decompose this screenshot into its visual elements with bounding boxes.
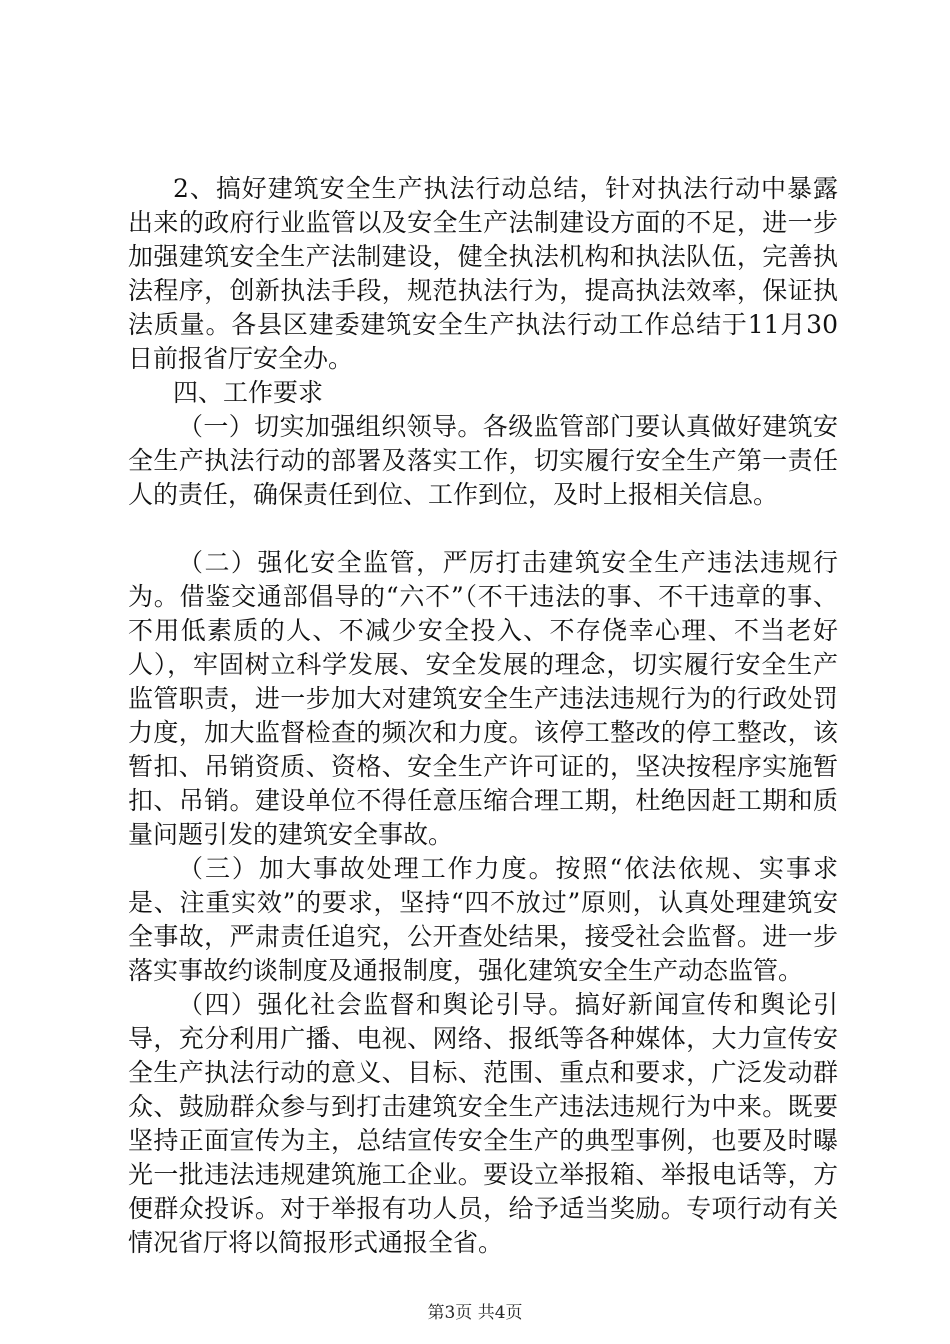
paragraph-summary: 2、搞好建筑安全生产执法行动总结，针对执法行动中暴露出来的政府行业监管以及安全生产法制建设方面的不足，进一步加强建筑安全生产法制建设，健全执法机构和执法队伍，完善执法程序，创新执法手段，规范执法行为，提高执法效率，保证执法质量。各县区建委建筑安全生产执法行动工作总结于11月30日前报省厅安全办。 <box>128 174 838 373</box>
paragraph-item-3: （三）加大事故处理工作力度。按照“依法依规、实事求是、注重实效”的要求，坚持“四不放过”原则，认真处理建筑安全事故，严肃责任追究，公开查处结果，接受社会监督。进一步落实事故约谈制度及通报制度，强化建筑安全生产动态监管。 <box>128 854 838 985</box>
paragraph-item-4: （四）强化社会监督和舆论引导。搞好新闻宣传和舆论引导，充分利用广播、电视、网络、报纸等各种媒体，大力宣传安全生产执法行动的意义、目标、范围、重点和要求，广泛发动群众、鼓励群众参与到打击建筑安全生产违法违规行为中来。既要坚持正面宣传为主，总结宣传安全生产的典型事例，也要及时曝光一批违法违规建筑施工企业。要设立举报箱、举报电话等，方便群众投诉。对于举报有功人员，给予适当奖励。专项行动有关情况省厅将以简报形式通报全省。 <box>128 990 838 1257</box>
paragraph-item-2: （二）强化安全监管，严厉打击建筑安全生产违法违规行为。借鉴交通部倡导的“六不”（不干违法的事、不干违章的事、不用低素质的人、不减少安全投入、不存侥幸心理、不当老好人），牢固树立科学发展、安全发展的理念，切实履行安全生产监管职责，进一步加大对建筑安全生产违法违规行为的行政处罚力度，加大监督检查的频次和力度。该停工整改的停工整改，该暂扣、吊销资质、资格、安全生产许可证的，坚决按程序实施暂扣、吊销。建设单位不得任意压缩合理工期，杜绝因赶工期和质量问题引发的建筑安全事故。 <box>128 548 838 849</box>
document-body <box>128 172 838 1260</box>
paragraph-item-1: （一）切实加强组织领导。各级监管部门要认真做好建筑安全生产执法行动的部署及落实工作，切实履行安全生产第一责任人的责任，确保责任到位、工作到位，及时上报相关信息。 <box>128 412 838 509</box>
section-heading: 四、工作要求 <box>173 378 324 407</box>
page-number-footer: 第3页 共4页 <box>427 1303 523 1323</box>
